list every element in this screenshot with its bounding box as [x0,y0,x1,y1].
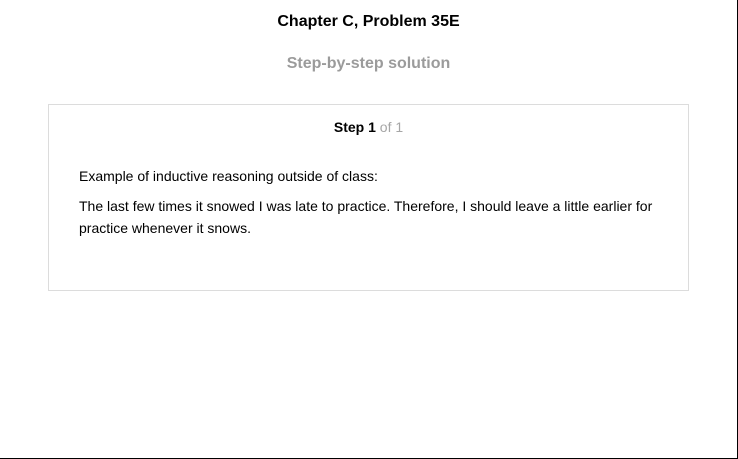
step-total: of 1 [379,119,404,135]
step-header [49,118,688,136]
step-body [79,165,658,247]
step-number: 1 [368,119,376,135]
page-title: Chapter C, Problem 35E [277,13,460,30]
step-paragraph: Example of inductive reasoning outside of class: [79,168,378,184]
step-label: Step [333,119,365,135]
step-card [48,104,689,291]
page-subtitle: Step-by-step solution [286,55,451,72]
step-paragraph: The last few times it snowed I was late to practice. Therefore, I should leave a little earlier for practice whenever it snows. [79,198,653,236]
